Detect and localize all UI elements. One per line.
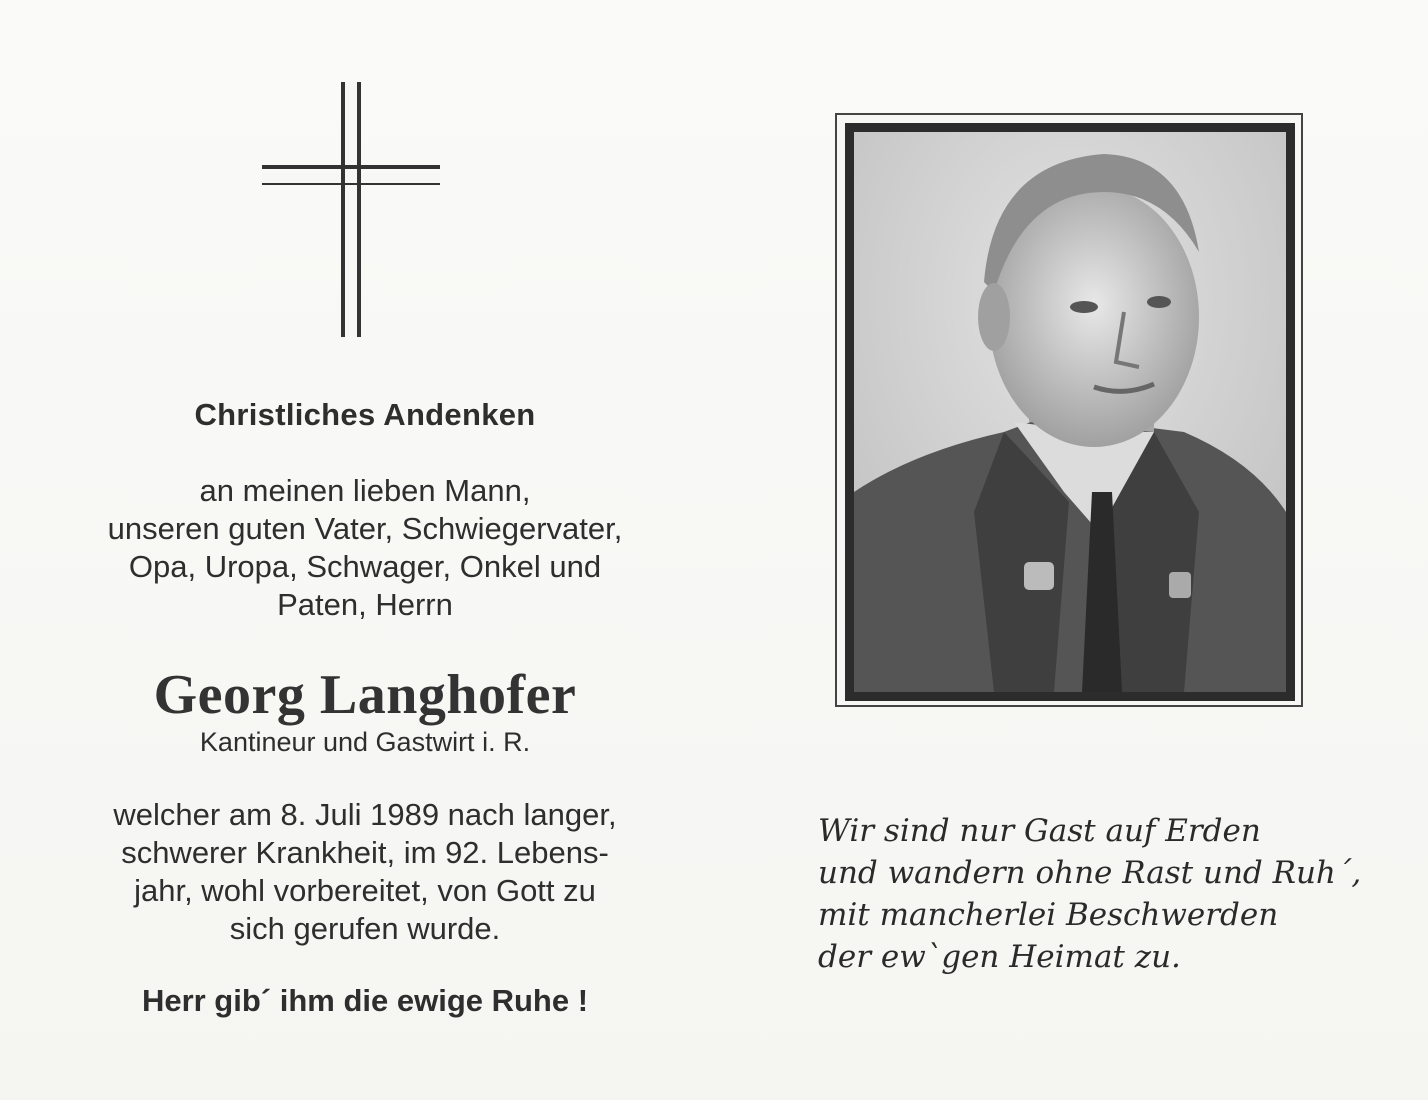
notice-line: jahr, wohl vorbereitet, von Gott zu xyxy=(134,873,596,908)
latin-cross-icon xyxy=(262,82,440,337)
intro-line: Opa, Uropa, Schwager, Onkel und xyxy=(128,549,602,584)
card-heading: Christliches Andenken xyxy=(194,397,536,432)
verse-line: und wandern ohne Rast und Ruh´, xyxy=(818,855,1362,891)
verse-line: der ew`gen Heimat zu. xyxy=(818,939,1181,975)
intro-line: unseren guten Vater, Schwiegervater, xyxy=(107,511,623,546)
deceased-name: Georg Langhofer xyxy=(153,664,577,726)
intro-line: Paten, Herrn xyxy=(277,587,453,622)
notice-line: sich gerufen wurde. xyxy=(229,911,501,946)
verse-line: mit mancherlei Beschwerden xyxy=(818,897,1279,933)
intro-line: an meinen lieben Mann, xyxy=(199,473,531,508)
memorial-verse xyxy=(818,810,1378,978)
closing-prayer: Herr gib´ ihm die ewige Ruhe ! xyxy=(141,983,589,1018)
notice-line: schwerer Krankheit, im 92. Lebens- xyxy=(121,835,609,870)
occupation: Kantineur und Gastwirt i. R. xyxy=(199,727,531,757)
death-notice-text xyxy=(40,796,690,948)
notice-line: welcher am 8. Juli 1989 nach langer, xyxy=(113,797,617,832)
verse-line: Wir sind nur Gast auf Erden xyxy=(818,813,1261,849)
portrait-image xyxy=(854,132,1286,692)
portrait-photo xyxy=(845,123,1295,701)
intro-text xyxy=(40,472,690,624)
